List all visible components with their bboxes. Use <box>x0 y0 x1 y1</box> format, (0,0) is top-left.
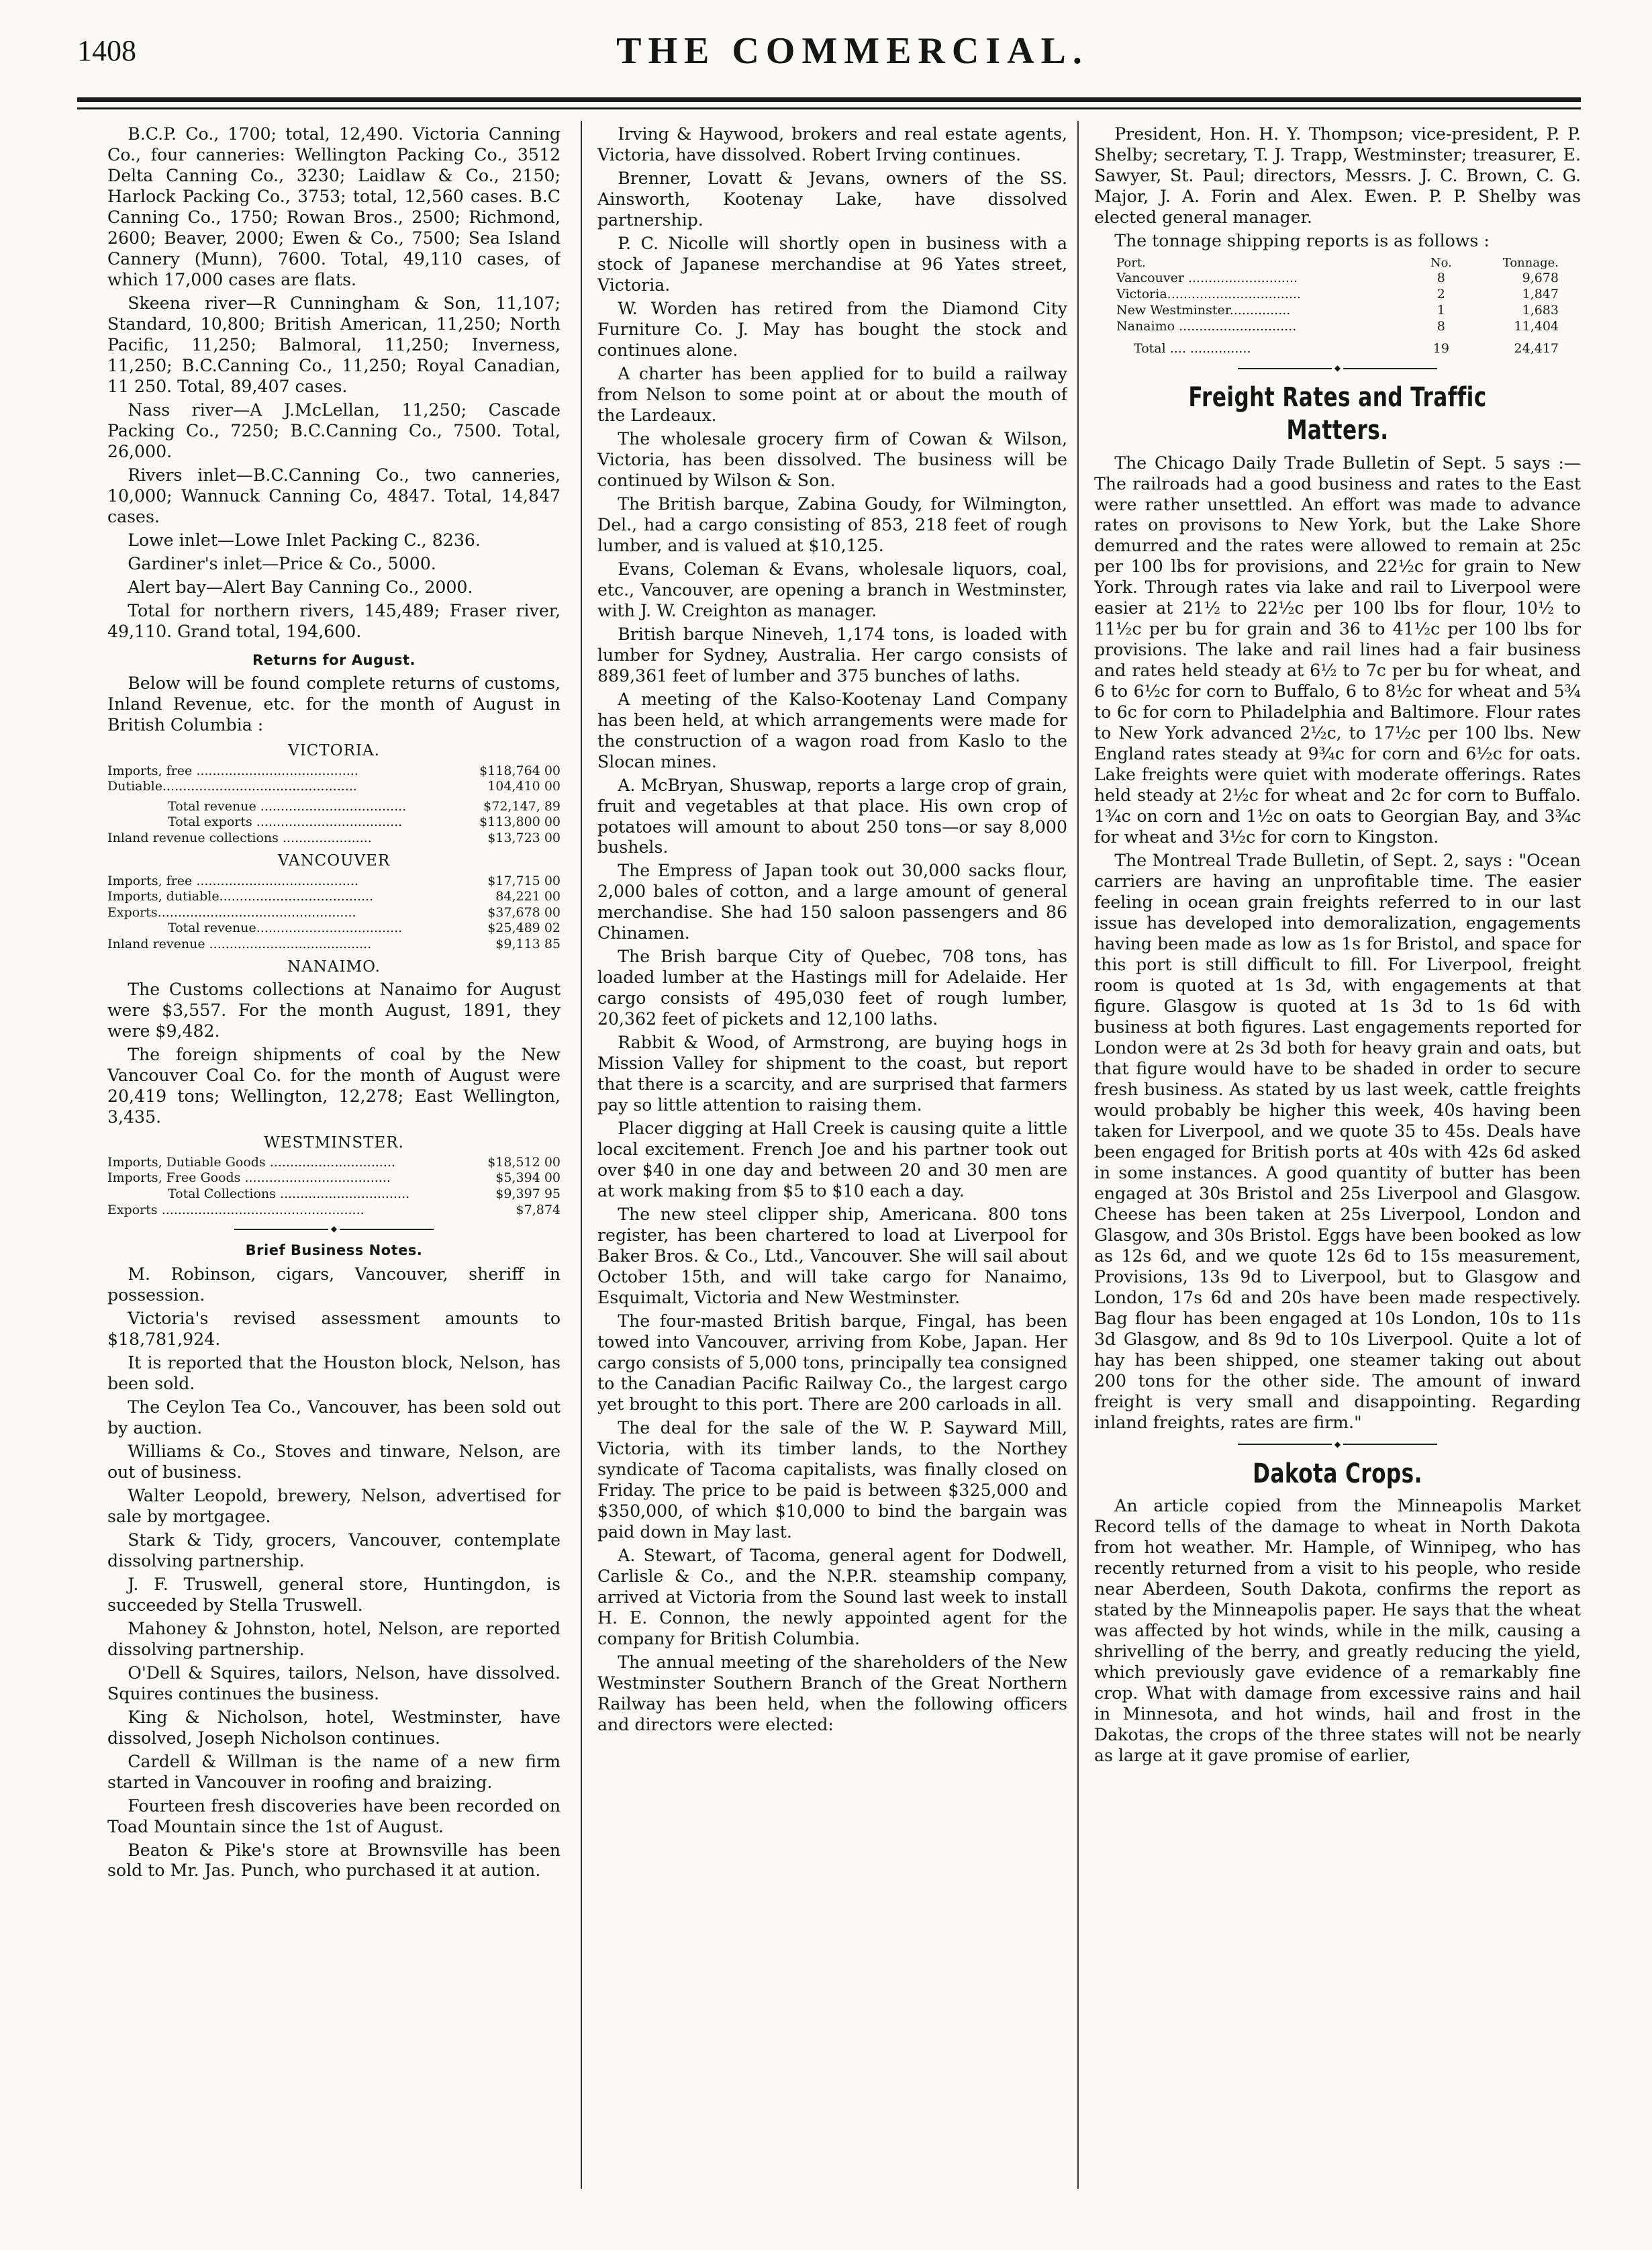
table-row: Imports, Free Goods .................................... $5,394 00 <box>107 1170 561 1186</box>
paragraph: An article copied from the Minneapolis Market Record tells of the damage to wheat in North Dakota from hot weather. Mr. Hample, of Winnipeg, who has recently returned from a visit to his people, who reside near Aberdeen, South Dakota, confirms the report as stated by the Minneapolis paper. He says that the wheat was affected by hot winds, while in the milk, causing a shrivelling of the berry, and greatly reducing the yield, which previously gave evidence of a remarkably fine crop. What with damage from excessive rains and hail in Minnesota, and hot winds, hail and frost in the Dakotas, the crops of the three states will not be nearly as large at it gave promise of earlier, <box>1094 1495 1581 1765</box>
section-heading-freight: Freight Rates and Traffic Matters. <box>1188 382 1487 447</box>
list-item: Fourteen fresh discoveries have been recorded on Toad Mountain since the 1st of August. <box>107 1795 561 1836</box>
paragraph: Irving & Haywood, brokers and real estate agents, Victoria, have dissolved. Robert Irving continues. <box>597 124 1067 165</box>
paragraph: P. C. Nicolle will shortly open in business with a stock of Japanese merchandise at 96 Yates street, Victoria. <box>597 233 1067 295</box>
table-row: Total revenue .................................... $72,147, 89 <box>168 798 561 814</box>
paragraph: President, Hon. H. Y. Thompson; vice-president, P. P. Shelby; secretary, T. J. Trapp, Westminster; treasurer, E. Sawyer, St. Paul; directors, Messrs. J. C. Brown, C. G. Major, J. A. Forin and Alex. Ewen. P. P. Shelby was elected general manager. <box>1094 124 1581 227</box>
section-heading-notes: Brief Business Notes. <box>245 1242 423 1259</box>
paragraph: The Brish barque City of Quebec, 708 tons, has loaded lumber at the Hastings mill for Adelaide. Her cargo consists of 495,030 feet of rough lumber, 20,362 feet of pickets and 12,100 laths. <box>597 947 1067 1029</box>
list-item: J. F. Truswell, general store, Huntingdon, is succeeded by Stella Truswell. <box>107 1574 561 1615</box>
column-2 <box>597 124 1067 2189</box>
table-row: Exports................................................. $37,678 00 <box>107 904 561 920</box>
list-item: King & Nicholson, hotel, Westminster, have dissolved, Joseph Nicholson continues. <box>107 1707 561 1748</box>
paragraph: A. McBryan, Shuswap, reports a large crop of grain, fruit and vegetables at that place. His own crop of potatoes will amount to about 250 tons—or say 8,000 bushels. <box>597 775 1067 857</box>
header-rule-thin <box>77 107 1581 109</box>
list-item: O'Dell & Squires, tailors, Nelson, have dissolved. Squires continues the business. <box>107 1662 561 1703</box>
header-rule <box>77 97 1581 102</box>
paragraph: Nass river—A J.McLellan, 11,250; Cascade Packing Co., 7250; B.C.Canning Co., 7500. Total, 26,000. <box>107 400 561 461</box>
list-item: Walter Leopold, brewery, Nelson, advertised for sale by mortgagee. <box>107 1485 561 1526</box>
list-item: Williams & Co., Stoves and tinware, Nelson, are out of business. <box>107 1441 561 1482</box>
section-heading-dakota: Dakota Crops. <box>1253 1458 1422 1489</box>
paragraph: The Empress of Japan took out 30,000 sacks flour, 2,000 bales of cotton, and a large amount of general merchandise. She had 150 saloon passengers and 86 Chinamen. <box>597 861 1067 943</box>
section-divider: ◆ <box>1094 364 1581 372</box>
section-heading-returns: Returns for August. <box>252 651 416 668</box>
returns-table-vancouver <box>107 874 561 953</box>
list-item: Stark & Tidy, grocers, Vancouver, contemplate dissolving partnership. <box>107 1530 561 1571</box>
paragraph: Total for northern rivers, 145,489; Fraser river, 49,110. Grand total, 194,600. <box>107 600 561 641</box>
table-row: New Westminster............... 1 1,683 <box>1116 302 1559 318</box>
table-row: Total revenue.................................... $25,489 02 <box>168 921 561 936</box>
paragraph: A charter has been applied for to build a railway from Nelson to some point at or about the mouth of the Lardeaux. <box>597 363 1067 425</box>
column-3 <box>1094 124 1581 2189</box>
paragraph: B.C.P. Co., 1700; total, 12,490. Victoria Canning Co., four canneries: Wellington Packing Co., 3512 Delta Canning Co., 3230; Laidlaw & Co., 2150; Harlock Packing Co., 3753; total, 12,560 cases. B.C Canning Co., 1750; Rowan Bros., 2500; Richmond, 2600; Beaver, 2000; Ewen & Co., 7500; Sea Island Cannery (Munn), 7600. Total, 49,110 cases, of which 17,000 cases are flats. <box>107 124 561 289</box>
table-row: Vancouver ........................... 8 9,678 <box>1116 271 1559 286</box>
table-row: Victoria................................. 2 1,847 <box>1116 287 1559 302</box>
city-heading-westminster: WESTMINSTER. <box>264 1133 404 1152</box>
table-row: Imports, free ........................................ $17,715 00 <box>107 873 561 888</box>
paragraph: Rivers inlet—B.C.Canning Co., two canneries, 10,000; Wannuck Canning Co, 4847. Total, 14,847 cases. <box>107 465 561 526</box>
city-heading-vancouver: VANCOUVER <box>277 852 391 870</box>
table-row: Imports, dutiable...................................... 84,221 00 <box>107 889 561 904</box>
table-row: Dutiable................................................ 104,410 00 <box>107 779 561 794</box>
paragraph: A meeting of the Kalso-Kootenay Land Company has been held, at which arrangements were made for the construction of a wagon road from Kaslo to the Slocan mines. <box>597 689 1067 771</box>
paragraph: Gardiner's inlet—Price & Co., 5000. <box>128 553 436 573</box>
table-total-row: Total .... ............... 19 24,417 <box>1134 341 1559 357</box>
paragraph: The Customs collections at Nanaimo for August were $3,557. For the month August, 1891, they were $9,482. <box>107 979 561 1041</box>
paragraph: Below will be found complete returns of customs, Inland Revenue, etc. for the month of August in British Columbia : <box>107 673 561 735</box>
city-heading-victoria: VICTORIA. <box>288 742 380 760</box>
paragraph: The Chicago Daily Trade Bulletin of Sept. 5 says :—The railroads had a good business and rates to the East were rather unsettled. An effort was made to advance rates on provisons to New York, but the Lake Shore demurred and the rates were allowed to remain at 25c per 100 lbs for provisions, and 22½c for grain to New York. Through rates via lake and rail to Liverpool were easier at 21½ to 22½c per 100 lbs for flour, 10½ to 11½c per bu for grain and 36 to 41½c per 100 lbs for provisions. The lake and rail lines had a fair business and rates held steady at 6½ to 7c per bu for wheat, and 6 to 6½c for corn to Buffalo, 6 to 8½c for wheat and 5¾ to 6c for corn to Philadelphia and Baltimore. Flour rates to New York advanced 2½c, to 17½c per 100 lbs. New England rates steady at 9¾c for corn and 6½c for oats. Lake freights were quiet with moderate offerings. Rates held steady at 2½c for wheat and 2c for corn to Buffalo. 1¾c on corn and 1½c on oats to Georgian Bay, and 3¾c for wheat and 3½c for corn to Kingston. <box>1094 453 1581 847</box>
paragraph: The four-masted British barque, Fingal, has been towed into Vancouver, arriving from Kobe, Japan. Her cargo consists of 5,000 tons, principally tea consigned to the Canadian Pacific Railway Co., the largest cargo yet brought to this port. There are 200 carloads in all. <box>597 1311 1067 1415</box>
paragraph: The foreign shipments of coal by the New Vancouver Coal Co. for the month of August were 20,419 tons; Wellington, 12,278; East Wellington, 3,435. <box>107 1044 561 1127</box>
list-item: The Ceylon Tea Co., Vancouver, has been sold out by auction. <box>107 1397 561 1438</box>
table-header-row: Port. No. Tonnage. <box>1116 255 1559 270</box>
table-row: Inland revenue collections ...................... $13,723 00 <box>107 830 561 845</box>
column-1 <box>107 124 561 2189</box>
paragraph: The tonnage shipping reports is as follows : <box>1114 230 1490 250</box>
page-header <box>77 27 1581 91</box>
paragraph: The annual meeting of the shareholders of the New Westminster Southern Branch of the Great Northern Railway has been held, when the following officers and directors were elected: <box>597 1652 1067 1734</box>
returns-table-westminster <box>107 1155 561 1218</box>
list-item: M. Robinson, cigars, Vancouver, sheriff in possession. <box>107 1264 561 1305</box>
returns-table-victoria <box>107 763 561 847</box>
tonnage-table <box>1114 256 1561 357</box>
table-row: Inland revenue ........................................ $9,113 85 <box>107 936 561 951</box>
city-heading-nanaimo: NANAIMO. <box>287 958 381 976</box>
paragraph: The British barque, Zabina Goudy, for Wilmington, Del., had a cargo consisting of 853, 218 feet of rough lumber, and is valued at $10,125. <box>597 494 1067 555</box>
column-divider <box>1077 121 1079 2189</box>
list-item: Cardell & Willman is the name of a new firm started in Vancouver in roofing and braizing. <box>107 1751 561 1792</box>
section-divider: ◆ <box>107 1225 561 1233</box>
paragraph: British barque Nineveh, 1,174 tons, is loaded with lumber for Sydney, Australia. Her cargo consists of 889,361 feet of lumber and 375 bunches of laths. <box>597 624 1067 686</box>
paragraph: Placer digging at Hall Creek is causing quite a little local excitement. French Joe and his partner took out over $40 in one day and between 20 and 30 men are at work making from $5 to $10 each a day. <box>597 1119 1067 1201</box>
table-row: Total Collections ................................ $9,397 95 <box>168 1186 561 1201</box>
paragraph: Evans, Coleman & Evans, wholesale liquors, coal, etc., Vancouver, are opening a branch in Westminster, with J. W. Creighton as manager. <box>597 559 1067 620</box>
list-item: It is reported that the Houston block, Nelson, has been sold. <box>107 1352 561 1393</box>
paragraph: Skeena river—R Cunningham & Son, 11,107; Standard, 10,800; British American, 11,250; North Pacific, 11,250; Balmoral, 11,250; Inverness, 11,250; B.C.Canning Co., 11,250; Royal Canadian, 11 250. Total, 89,407 cases. <box>107 293 561 396</box>
paragraph: The new steel clipper ship, Americana. 800 tons register, has been chartered to load at Liverpool for Baker Bros. & Co., Ltd., Vancouver. She will sail about October 15th, and will take cargo for Nanaimo, Esquimalt, Victoria and New Westminster. <box>597 1205 1067 1308</box>
table-row: Exports .................................................. $7,874 <box>107 1202 561 1217</box>
table-row: Imports, Dutiable Goods ............................... $18,512 00 <box>107 1154 561 1170</box>
table-row: Total exports .................................... $113,800 00 <box>168 814 561 830</box>
list-item: Victoria's revised assessment amounts to $18,781,924. <box>107 1308 561 1349</box>
list-item: Beaton & Pike's store at Brownsville has been sold to Mr. Jas. Punch, who purchased it at aution. <box>107 1840 561 1881</box>
section-divider: ◆ <box>1094 1440 1581 1448</box>
column-divider <box>581 121 582 2189</box>
table-row: Nanaimo ............................. 8 11,404 <box>1116 318 1559 334</box>
paragraph: Lowe inlet—Lowe Inlet Packing C., 8236. <box>128 530 481 550</box>
masthead: THE COMMERCIAL. <box>616 30 1089 72</box>
paragraph: Rabbit & Wood, of Armstrong, are buying hogs in Mission Valley for shipment to the coast, but report that there is a scarcity, and are surprised that farmers pay so little attention to raising them. <box>597 1033 1067 1115</box>
list-item: Mahoney & Johnston, hotel, Nelson, are reported dissolving partnership. <box>107 1618 561 1659</box>
paragraph: The deal for the sale of the W. P. Sayward Mill, Victoria, with its timber lands, to the Northey syndicate of Tacoma capitalists, was finally closed on Friday. The price to be paid is between $325,000 and $350,000, of which $10,000 to bind the bargain was paid down in May last. <box>597 1418 1067 1542</box>
paragraph: The wholesale grocery firm of Cowan & Wilson, Victoria, has been dissolved. The business will be continued by Wilson & Son. <box>597 428 1067 490</box>
paragraph: A. Stewart, of Tacoma, general agent for Dodwell, Carlisle & Co., and the N.P.R. steamship company, arrived at Victoria from the Sound last week to install H. E. Connon, the newly appointed agent for the company for British Columbia. <box>597 1545 1067 1648</box>
paragraph: The Montreal Trade Bulletin, of Sept. 2, says : "Ocean carriers are having an unprofitable time. The easier feeling in ocean grain freights referred to in our last issue has developed into demoralization, engagements having been made as low as 1s for Bristol, and space for this port is still difficult to fill. For Liverpool, freight room is quoted at 1s 3d, with engagements at that figure. Glasgow is quoted at 1s 3d to 1s 6d with business at both figures. Last engagements reported for London were at 2s 3d both for heavy grain and oats, but that figure would have to be shaded in order to secure fresh business. As stated by us last week, cattle freights would probably be higher this week, 40s having been taken for Liverpool, and we quote 35 to 45s. Deals have been engaged for British ports at 40s with 42s 6d asked in some instances. A good quantity of butter has been engaged at 30s Bristol and 25s Liverpool and Glasgow. Cheese has been taken at 25s Liverpool, London and Glasgow, and 30s Bristol. Eggs have been booked as low as 12s 6d, and we quote 12s 6d to 15s measurement, Provisions, 13s 9d to Liverpool, but to Glasgow and London, 17s 6d and 20s have been made respectively. Bag flour has been engaged at 10s London, 10s to 11s 3d Glasgow, and 8s 9d to 10s Liverpool. Quite a lot of hay has been shipped, one steamer taking out about 200 tons for the other side. The amount of inward freight is very small and disappointing. Regarding inland freights, rates are firm." <box>1094 851 1581 1432</box>
paragraph: Alert bay—Alert Bay Canning Co., 2000. <box>128 577 473 597</box>
paragraph: Brenner, Lovatt & Jevans, owners of the SS. Ainsworth, Kootenay Lake, have dissolved partnership. <box>597 168 1067 230</box>
paragraph: W. Worden has retired from the Diamond City Furniture Co. J. May has bought the stock and continues alone. <box>597 298 1067 360</box>
page-number: 1408 <box>77 34 136 67</box>
table-row: Imports, free ........................................ $118,764 00 <box>107 763 561 778</box>
